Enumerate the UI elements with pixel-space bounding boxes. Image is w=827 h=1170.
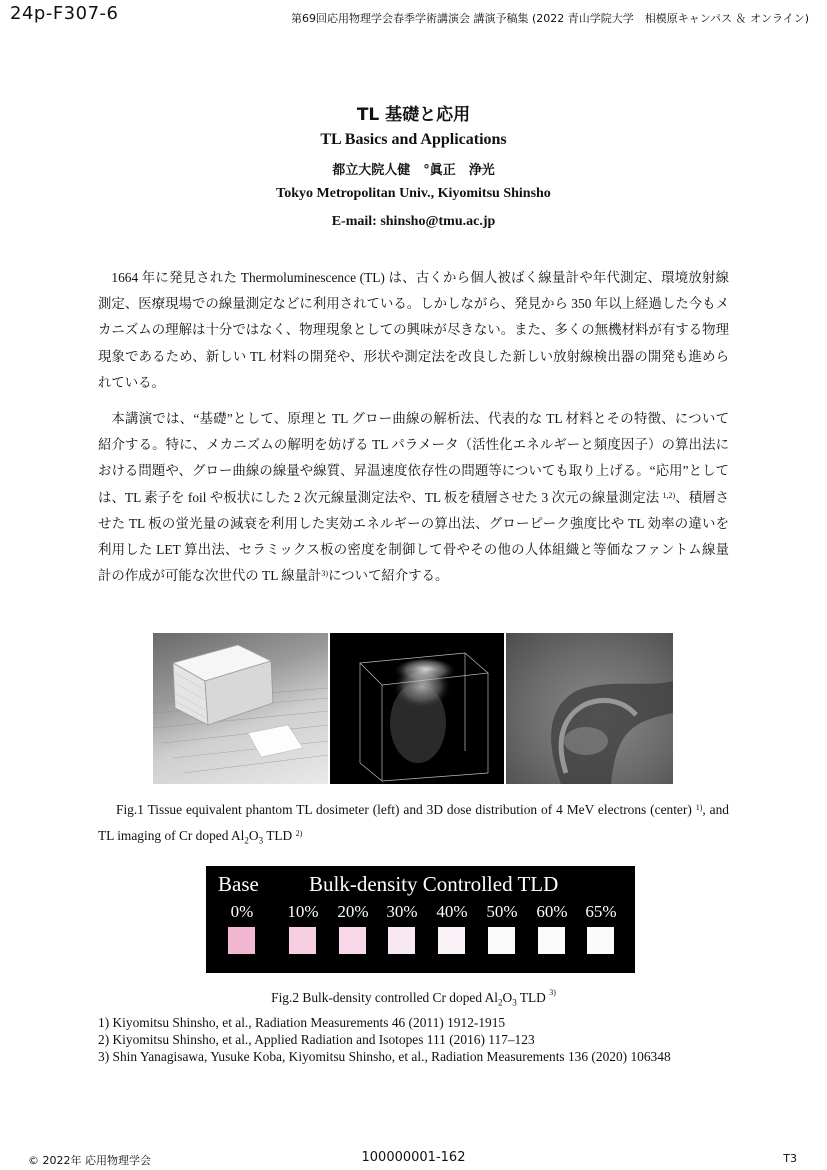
citation-superscript: 2) (295, 829, 303, 838)
density-percent-label: 30% (386, 902, 418, 921)
tld-sample-swatch (289, 927, 316, 954)
author-email: E-mail: shinsho@tmu.ac.jp (331, 214, 496, 229)
caption-text: TLD (263, 828, 296, 843)
reference-1: 1) Kiyomitsu Shinsho, et al., Radiation Measurements 46 (2011) 1912-1915 (98, 1015, 506, 1030)
conference-header: 第69回応用物理学会春季学術講演会 講演予稿集 (2022 青山学院大学 相模原キャンパス ＆ オンライン) (291, 12, 809, 25)
body-paragraph-2 (98, 406, 729, 589)
figure-2-heading: Bulk-density Controlled TLD (309, 872, 559, 896)
figure-2 (206, 866, 635, 973)
para2-text-a: 本講演では、“基礎”として、原理と TL グロー曲線の解析法、代表的な TL 材料とその特徴、について紹介する。特に、メカニズムの解明を妨げる TL パラメータ（活性化エネルギーと頻度因子）の算出法における問題や、グロー曲線の線量や線質、昇温速度依存性の問題等についても取り上げる。“応用”としては、TL 素子を foil や板状にした 2 次元線量測定法や、TL 板を積層させた 3 次元の線量測定法 (98, 411, 729, 505)
citation-superscript: 1,2) (662, 490, 676, 500)
density-percent-label: 65% (585, 902, 617, 921)
phantom-dosimeter-photo (153, 633, 328, 784)
caption-text: Fig.2 Bulk-density controlled Cr doped Al (271, 990, 499, 1005)
reference-2: 2) Kiyomitsu Shinsho, et al., Applied Radiation and Isotopes 111 (2016) 117–123 (98, 1032, 535, 1047)
title-japanese: TL 基礎と応用 (356, 105, 471, 125)
tld-sample-swatch (339, 927, 366, 954)
title-english: TL Basics and Applications (320, 131, 507, 148)
caption-text: O (502, 990, 513, 1005)
citation-superscript: 3) (321, 569, 329, 579)
paper-code: 24p-F307-6 (10, 3, 119, 24)
density-percent-label: 0% (230, 902, 254, 921)
tld-sample-swatch (538, 927, 565, 954)
figure-2-caption (0, 990, 827, 1008)
tl-imaging-photo (506, 633, 673, 784)
density-percent-label: 50% (486, 902, 518, 921)
page-number: T3 (783, 1152, 797, 1165)
caption-text: Fig.1 Tissue equivalent phantom TL dosimeter (left) and 3D dose distribution of 4 MeV electrons (center) (116, 802, 696, 817)
density-percent-label: 60% (536, 902, 568, 921)
copyright: © 2022年 応用物理学会 (28, 1154, 151, 1167)
density-percent-label: 20% (337, 902, 369, 921)
subscript: 3 (512, 997, 517, 1008)
body-paragraph-1: 1664 年に発見された Thermoluminescence (TL) は、古くから個人被ばく線量計や年代測定、環境放射線測定、医療現場での線量測定などに利用されている。しかしながら、発見から 350 年以上経過した今もメカニズムの理解は十分ではなく、物理現象としての興味が尽きない。また、多くの無機材料が有する物理現象であるため、新しい TL 材料の開発や、形状や測定法を改良した新しい放射線検出器の開発も進められている。 (98, 270, 729, 390)
reference-3: 3) Shin Yanagisawa, Yusuke Koba, Kiyomitsu Shinsho, et al., Radiation Measurements 136 (2020) 106348 (98, 1049, 671, 1064)
caption-text: O (248, 828, 259, 843)
tld-sample-swatch (388, 927, 415, 954)
authors-japanese: 都立大院人健 °眞正 浄光 (332, 163, 495, 178)
citation-superscript: 1) (695, 803, 703, 812)
para2-text-c: について紹介する。 (328, 568, 449, 584)
citation-superscript: 3) (549, 988, 556, 997)
tld-sample-swatch (438, 927, 465, 954)
caption-text: , and TL imaging of Cr doped Al (98, 802, 729, 843)
affiliation-english: Tokyo Metropolitan Univ., Kiyomitsu Shinsho (276, 186, 551, 201)
tld-sample-swatch (228, 927, 255, 954)
subscript: 2 (244, 835, 249, 846)
figure-1-caption (98, 797, 729, 854)
subscript: 3 (258, 835, 264, 846)
tld-sample-swatch (488, 927, 515, 954)
base-label: Base (218, 872, 259, 896)
page-id: 100000001-162 (361, 1150, 466, 1165)
density-percent-label: 40% (436, 902, 468, 921)
3d-dose-distribution-image (330, 633, 504, 784)
subscript: 2 (498, 997, 503, 1008)
density-percent-label: 10% (287, 902, 319, 921)
tld-sample-swatch (587, 927, 614, 954)
para2-text-b: 、積層させた TL 板の蛍光量の減衰を利用した実効エネルギーの算出法、グローピーク強度比や TL 効率の違いを利用した LET 算出法、セラミックス板の密度を制御して骨やその他の人体組織と等価なファントム線量計の作成が可能な次世代の TL 線量計 (98, 489, 729, 584)
caption-text: TLD (516, 990, 550, 1005)
figure-1 (153, 633, 673, 784)
